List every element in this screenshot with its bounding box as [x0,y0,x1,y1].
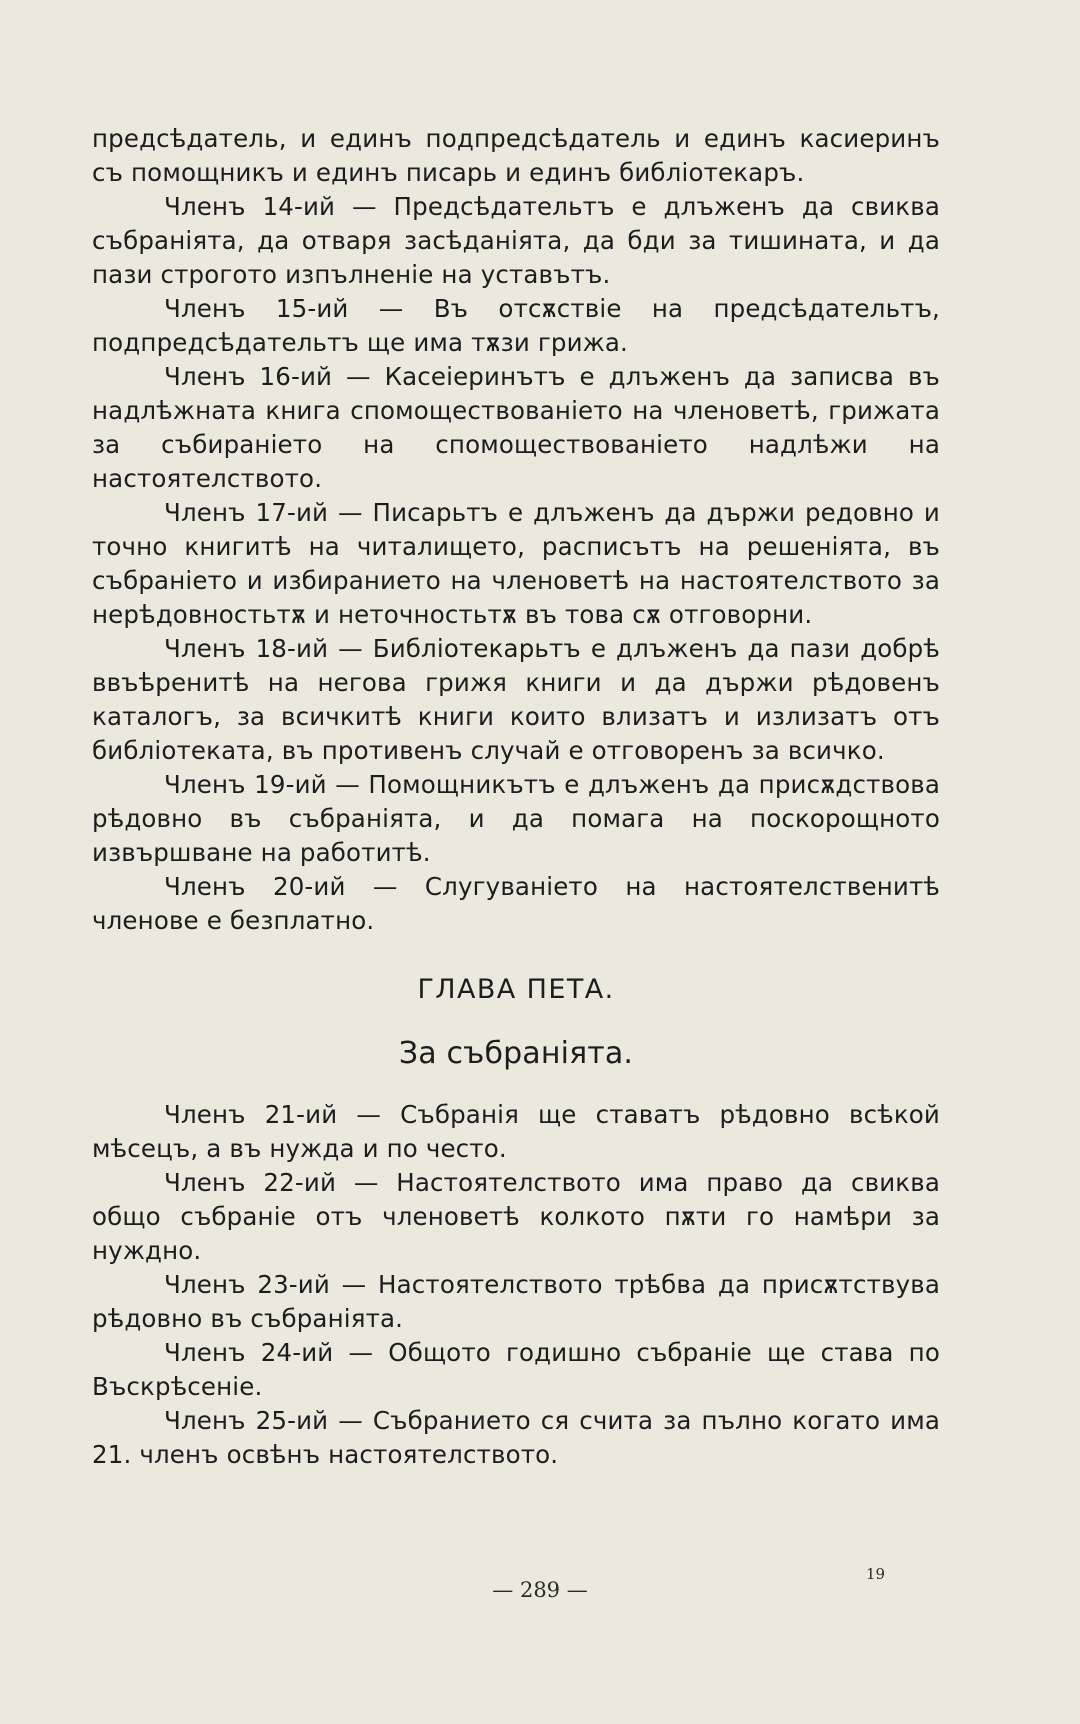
paragraph-continuation: предсѣдатель, и единъ подпредсѣдатель и единъ касиеринъ съ помощникъ и единъ писарь и единъ библiотекаръ. [92,124,940,187]
chapter-title: ГЛАВА ПЕТА. [417,974,615,1005]
document-body [92,122,940,1472]
article-16: Членъ 16-ий — Касеiеринътъ е длъженъ да записва въ надлѣжната книга спомоществованiето на членоветѣ, грижата за събиранiето на спомоществованiето надлѣжи на настоятелството. [92,362,940,493]
article-20: Членъ 20-ий — Слугуванiето на настоятелственитѣ членове е безплатно. [92,872,940,935]
article-25: Членъ 25-ий — Събранието ся счита за пълно когато има 21. членъ освѣнъ настоятелството. [92,1406,940,1469]
article-15: Членъ 15-ий — Въ отсѫствiе на предсѣдательтъ, подпредсѣдательтъ ще има тѫзи грижа. [92,294,940,357]
page-number: — 289 — [492,1578,588,1602]
article-19: Членъ 19-ий — Помощникътъ е длъженъ да присѫдствова рѣдовно въ събранiята, и да помага на поскорощното извършване на работитѣ. [92,770,940,867]
printer-signature: 19 [866,1565,886,1583]
article-24: Членъ 24-ий — Общото годишно събранiе ще става по Въскрѣсенiе. [92,1338,940,1401]
article-17: Членъ 17-ий — Писарьтъ е длъженъ да държи редовно и точно книгитѣ на читалището, расписътъ на решенiята, въ събранiето и избиранието на членоветѣ на настоятелството за нерѣдовностьтѫ и неточностьтѫ въ това сѫ отговорни. [92,498,940,629]
article-23: Членъ 23-ий — Настоятелството трѣбва да присѫтствува рѣдовно въ събранiята. [92,1270,940,1333]
article-18: Членъ 18-ий — Библiотекарьтъ е длъженъ да пази добрѣ ввъѣренитѣ на негова грижя книги и да държи рѣдовенъ каталогъ, за всичкитѣ книги които влизатъ и излизатъ отъ библiотеката, въ противенъ случай е отговоренъ за всичко. [92,634,940,765]
article-21: Членъ 21-ий — Събранiя ще ставатъ рѣдовно всѣкой мѣсецъ, а въ нужда и по често. [92,1100,940,1163]
article-22: Членъ 22-ий — Настоятелството има право да свиква общо събранiе отъ членоветѣ колкото пѫти го намѣри за нуждно. [92,1168,940,1265]
article-14: Членъ 14-ий — Предсѣдательтъ е длъженъ да свиква събранiята, да отваря засѣданiята, да бди за тишината, и да пази строгото изпълненiе на уставътъ. [92,192,940,289]
section-title: За събранiята. [398,1036,634,1071]
